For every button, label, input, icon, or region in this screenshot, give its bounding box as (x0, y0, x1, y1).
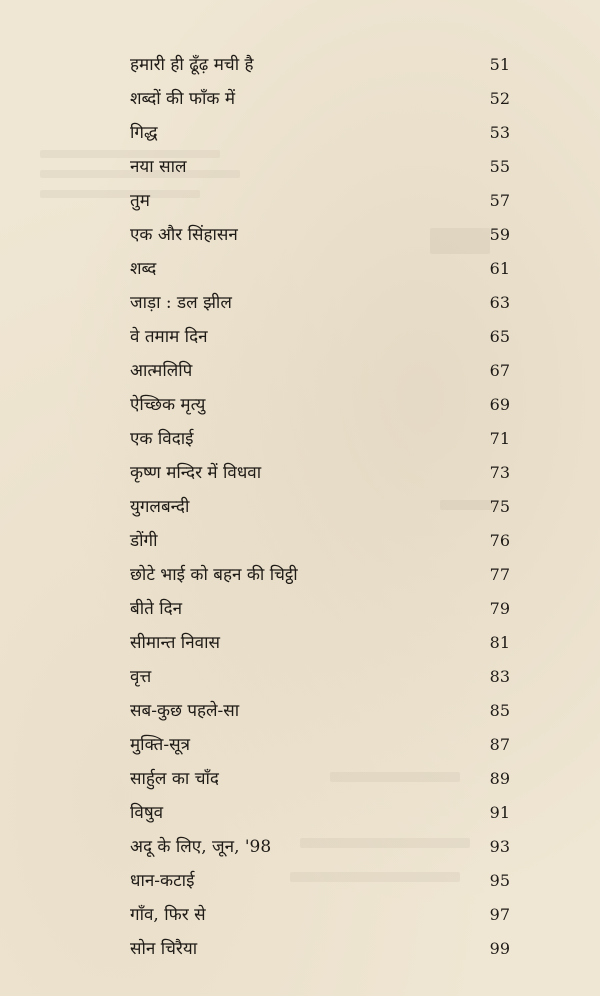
toc-entry (130, 494, 510, 522)
toc-entry-page: 89 (489, 769, 510, 788)
toc-entry-page: 52 (489, 89, 510, 108)
toc-entry-page: 71 (489, 429, 510, 448)
toc-entry-page: 77 (489, 565, 510, 584)
toc-entry-title: वे तमाम दिन (130, 327, 208, 347)
toc-entry (130, 222, 510, 250)
toc-entry-page: 75 (489, 497, 510, 516)
toc-entry (130, 698, 510, 726)
toc-entry-page: 85 (489, 701, 510, 720)
toc-entry-title: मुक्ति-सूत्र (130, 735, 190, 755)
toc-entry (130, 868, 510, 896)
toc-entry (130, 290, 510, 318)
toc-entry-page: 87 (489, 735, 510, 754)
toc-entry (130, 936, 510, 964)
toc-entry (130, 154, 510, 182)
toc-entry-page: 65 (489, 327, 510, 346)
toc-entry-title: सीमान्त निवास (130, 633, 220, 653)
toc-entry-page: 69 (489, 395, 510, 414)
toc-entry-page: 73 (489, 463, 510, 482)
toc-entry (130, 86, 510, 114)
toc-entry-title: धान-कटाई (130, 871, 195, 891)
toc-entry (130, 358, 510, 386)
toc-entry-title: विषुव (130, 803, 164, 823)
toc-entry-title: कृष्ण मन्दिर में विधवा (130, 463, 262, 483)
toc-entry-page: 81 (489, 633, 510, 652)
toc-entry-page: 91 (489, 803, 510, 822)
toc-entry (130, 120, 510, 148)
toc-entry (130, 528, 510, 556)
toc-entry (130, 766, 510, 794)
toc-entry-page: 59 (489, 225, 510, 244)
toc-entry (130, 664, 510, 692)
toc-entry-title: बीते दिन (130, 599, 183, 619)
toc-entry (130, 188, 510, 216)
toc-entry-page: 61 (489, 259, 510, 278)
toc-entry-page: 97 (489, 905, 510, 924)
toc-entry-page: 53 (489, 123, 510, 142)
toc-entry-title: जाड़ा : डल झील (130, 293, 232, 313)
toc-entry-title: नया साल (130, 157, 187, 177)
toc-entry (130, 392, 510, 420)
toc-entry-title: युगलबन्दी (130, 497, 190, 517)
toc-entry (130, 324, 510, 352)
toc-entry-page: 55 (489, 157, 510, 176)
toc-entry-title: गाँव, फिर से (130, 905, 206, 925)
toc-entry-title: एक विदाई (130, 429, 194, 449)
toc-entry (130, 562, 510, 590)
toc-entry-title: शब्द (130, 259, 157, 279)
toc-entry-title: एक और सिंहासन (130, 225, 238, 245)
toc-entry (130, 630, 510, 658)
toc-entry (130, 834, 510, 862)
toc-entry (130, 902, 510, 930)
toc-entry-title: डोंगी (130, 531, 158, 551)
toc-entry-title: छोटे भाई को बहन की चिट्ठी (130, 565, 298, 585)
toc-entry-page: 63 (489, 293, 510, 312)
toc-entry-page: 99 (489, 939, 510, 958)
toc-entry-page: 57 (489, 191, 510, 210)
toc-entry (130, 52, 510, 80)
toc-entry (130, 426, 510, 454)
toc-entry-title: अदू के लिए, जून, '98 (130, 837, 272, 857)
toc-entry-title: ऐच्छिक मृत्यु (130, 395, 206, 415)
toc-entry (130, 256, 510, 284)
toc-entry (130, 460, 510, 488)
toc-entry-title: तुम (130, 191, 150, 211)
toc-entry-title: सार्हुल का चाँद (130, 769, 219, 789)
toc-entry-title: सोन चिरैया (130, 939, 198, 959)
toc-entry-page: 83 (489, 667, 510, 686)
toc-entry (130, 800, 510, 828)
toc-entry-page: 95 (489, 871, 510, 890)
toc-entry-page: 76 (489, 531, 510, 550)
toc-entry-title: आत्मलिपि (130, 361, 193, 381)
toc-entry-page: 51 (489, 55, 510, 74)
toc-entry (130, 596, 510, 624)
toc-entry-page: 93 (489, 837, 510, 856)
toc-entry-title: सब-कुछ पहले-सा (130, 701, 240, 721)
toc-entry-title: गिद्ध (130, 123, 158, 143)
toc-entry-page: 67 (489, 361, 510, 380)
toc-entry (130, 732, 510, 760)
toc-entry-title: वृत्त (130, 667, 152, 687)
toc-entry-title: शब्दों की फाँक में (130, 89, 236, 109)
toc-entry-title: हमारी ही ढूँढ़ मची है (130, 55, 254, 75)
toc-entry-page: 79 (489, 599, 510, 618)
